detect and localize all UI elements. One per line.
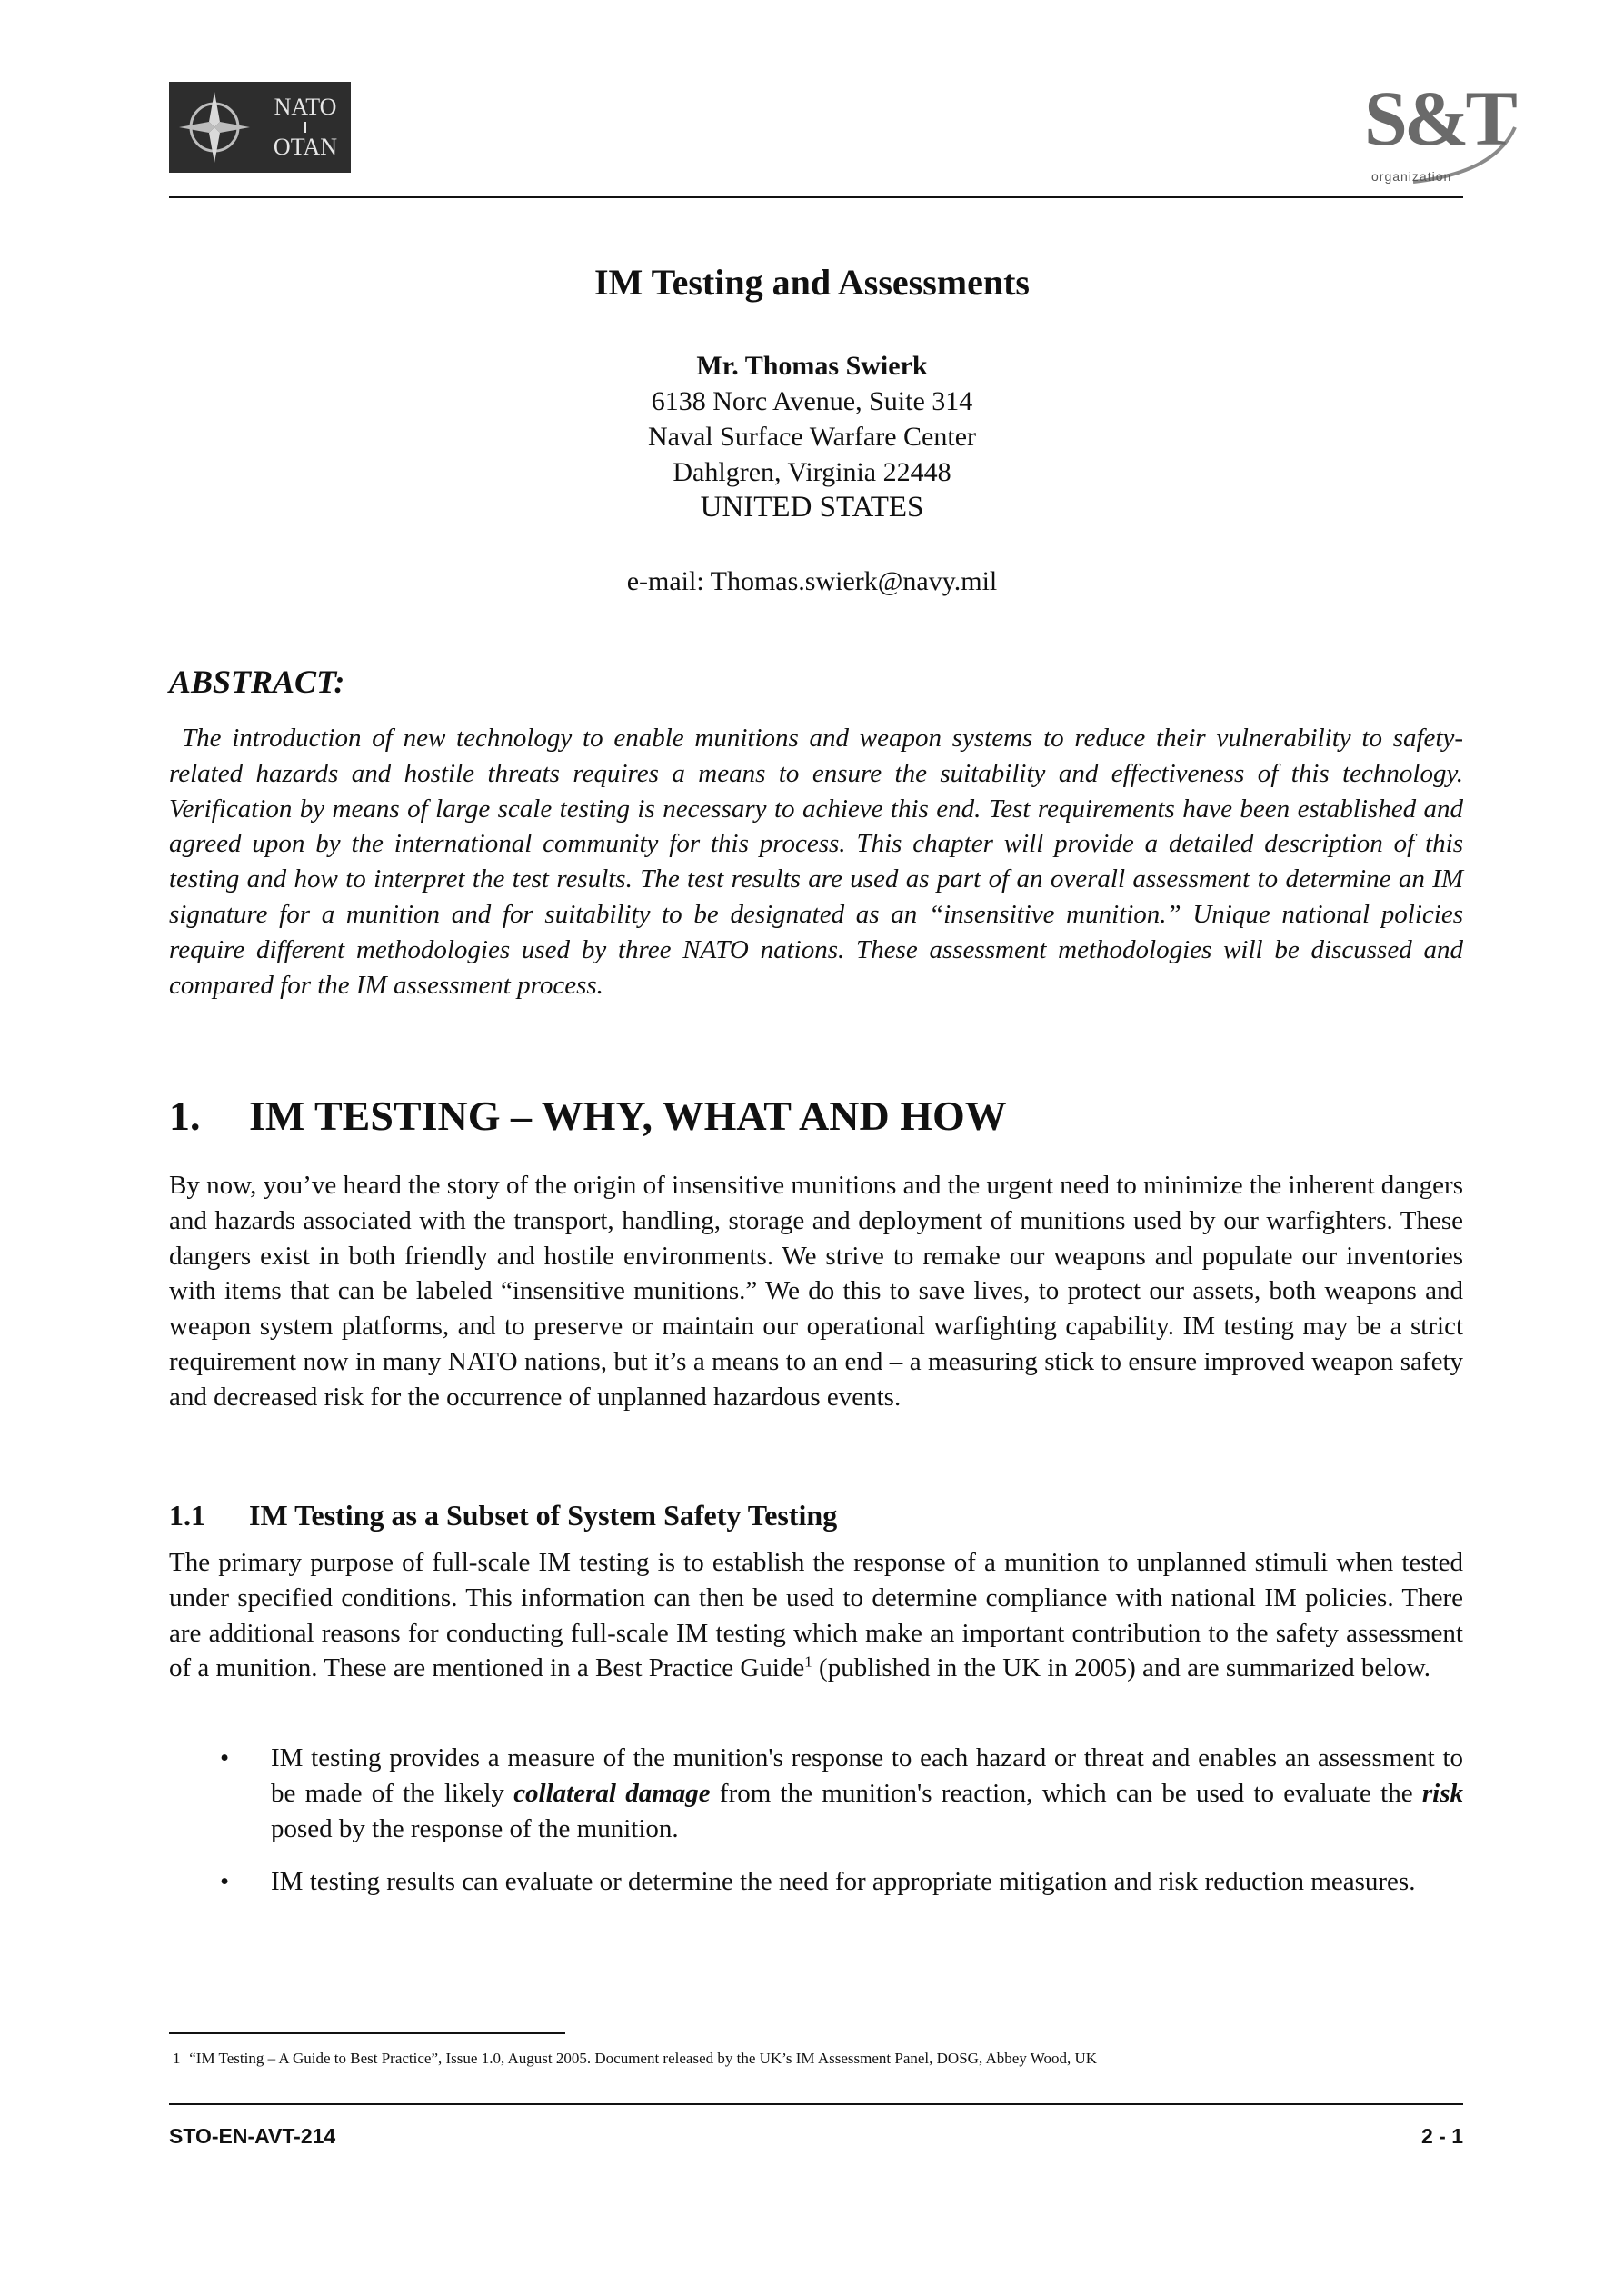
section-1-paragraph: By now, you’ve heard the story of the origin of insensitive munitions and the urgent need to minimize the inherent dangers and hazards associated with the transport, handling, storage and deployment of munitions used by our warfighters. These dangers exist in both friendly and hostile environments. We strive to remake our weapons and populate our inventories with items that can be labeled “insensitive munitions.” We do this to save lives, to protect our assets, both weapons and weapon system platforms, and to preserve or maintain our operational warfighting capability. IM testing may be a strict requirement now in many NATO nations, but it’s a means to an end – a measuring stick to ensure improved weapon safety and decreased risk for the occurrence of unplanned hazardous events. (169, 1171, 1463, 1412)
footnote-rule (169, 2032, 565, 2034)
footnote-number: 1 (173, 2050, 181, 2067)
section-1-1-paragraph-end: (published in the UK in 2005) and are summarized below. (812, 1653, 1431, 1683)
author-email: e-mail: Thomas.swierk@navy.mil (626, 566, 998, 596)
bullet-1-emphasis-1: collateral damage (513, 1778, 711, 1808)
st-logo-subtext: organization (1371, 169, 1452, 184)
nato-logo (169, 82, 351, 173)
nato-logo-line1: NATO (274, 94, 337, 120)
footer-page-number: 2 - 1 (1420, 2124, 1463, 2148)
nato-logo-text (260, 82, 351, 173)
footnote-reference: 1 (804, 1652, 812, 1671)
author-address-line1: 6138 Norc Avenue, Suite 314 (651, 386, 973, 416)
abstract-heading: ABSTRACT: (169, 664, 345, 700)
header-rule (169, 196, 1463, 198)
bullet-1-part3: posed by the response of the munition. (271, 1813, 679, 1843)
nato-logo-line2: OTAN (273, 134, 338, 160)
footnote (169, 2048, 1097, 2070)
section-1-title: IM TESTING – WHY, WHAT AND HOW (249, 1093, 1007, 1139)
author-country: UNITED STATES (700, 491, 924, 524)
section-1-1-paragraph (169, 1545, 1463, 1686)
abstract-text: The introduction of new technology to enable munitions and weapon systems to reduce their vulnerability to safety-related hazards and hostile threats requires a means to ensure the suitability and effectiveness of this technology. Verification by means of large scale testing is necessary to achieve this end. Test requirements have been established and agreed upon by the international community for this process. This chapter will provide a detailed description of this testing and how to interpret the test results. The test results are used as part of an overall assessment to determine an IM signature for a munition and for suitability to be designated as an “insensitive munition.” Unique national policies require different methodologies used by three NATO nations. These assessment methodologies will be discussed and compared for the IM assessment process. (169, 724, 1463, 1000)
st-organization-logo (1359, 73, 1522, 186)
footnote-text: “IM Testing – A Guide to Best Practice”, Issue 1.0, August 2005. Document released by the UK’s IM Assessment Panel, DOSG, Abbey Wood, UK (189, 2050, 1098, 2067)
footer-rule (169, 2103, 1463, 2105)
section-1-number: 1. (169, 1093, 201, 1139)
section-1-heading (169, 1089, 1007, 1143)
section-1-1-paragraph-text: The primary purpose of full-scale IM testing is to establish the response of a munition to unplanned stimuli when tested under specified conditions. This information can then be used to determine compliance with national IM policies. There are additional reasons for conducting full-scale IM testing which make an important contribution to the safety assessment of a munition. These are mentioned in a Best Practice Guide (169, 1548, 1463, 1683)
nato-compass-icon (169, 82, 260, 173)
bullet-2-text: IM testing results can evaluate or determine the need for appropriate mitigation and risk reduction measures. (271, 1867, 1416, 1897)
section-1-1-title: IM Testing as a Subset of System Safety Testing (249, 1499, 838, 1532)
page-title: IM Testing and Assessments (593, 262, 1030, 303)
bullet-list (169, 1741, 1463, 1918)
author-address-line3: Dahlgren, Virginia 22448 (673, 457, 951, 487)
list-item (169, 1741, 1463, 1846)
list-item (169, 1864, 1463, 1900)
section-1-1-heading (169, 1495, 837, 1535)
st-logo-letters: S&T (1364, 75, 1514, 162)
author-name: Mr. Thomas Swierk (696, 351, 928, 381)
section-1-1-number: 1.1 (169, 1499, 205, 1532)
footer-document-id: STO-EN-AVT-214 (169, 2124, 336, 2148)
bullet-icon: • (220, 1743, 230, 1772)
author-address-line2: Naval Surface Warfare Center (648, 422, 976, 452)
bullet-1-part2: from the munition's reaction, which can be used to evaluate the (710, 1778, 1422, 1808)
author-block (0, 348, 1624, 525)
bullet-1-part1: IM testing provides a measure of the munition's response to each hazard or threat and enables an assessment to be made of the likely (271, 1743, 1463, 1808)
bullet-icon: • (220, 1867, 230, 1897)
bullet-1-emphasis-2: risk (1421, 1778, 1464, 1808)
